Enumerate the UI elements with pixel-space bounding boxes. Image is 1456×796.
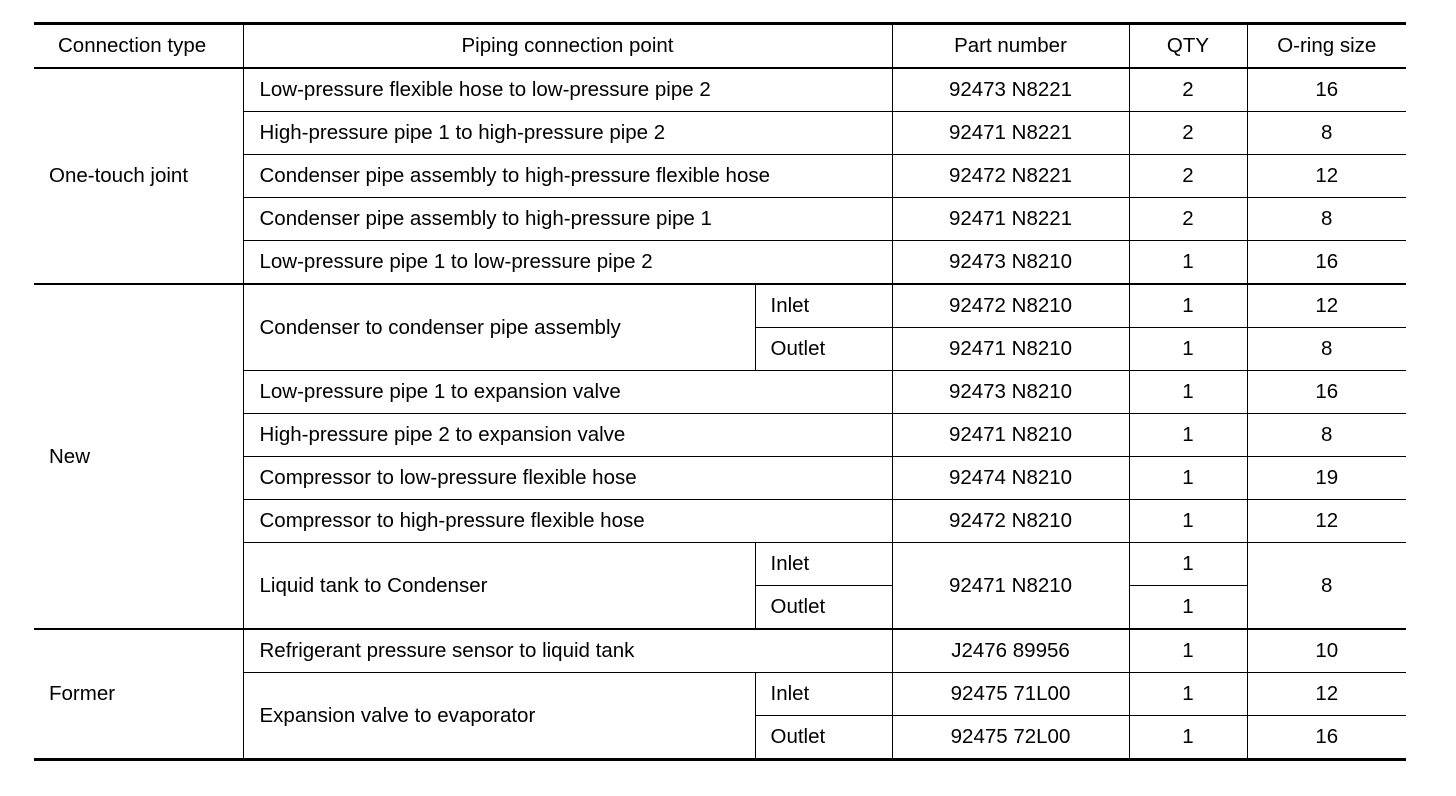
qty: 1 — [1129, 284, 1247, 328]
qty: 1 — [1129, 586, 1247, 630]
part-number: 92471 N8221 — [892, 112, 1129, 155]
piping-point: Liquid tank to Condenser — [243, 543, 755, 630]
connection-type-former: Former — [34, 629, 243, 760]
part-number: 92473 N8210 — [892, 241, 1129, 285]
qty: 2 — [1129, 198, 1247, 241]
piping-point: Refrigerant pressure sensor to liquid tank — [243, 629, 892, 673]
qty: 1 — [1129, 241, 1247, 285]
header-qty: QTY — [1129, 24, 1247, 69]
part-number: 92472 N8210 — [892, 284, 1129, 328]
oring-size: 8 — [1247, 198, 1406, 241]
part-number: 92471 N8210 — [892, 543, 1129, 630]
part-number: 92471 N8210 — [892, 328, 1129, 371]
table-row — [34, 629, 1406, 673]
part-number: J2476 89956 — [892, 629, 1129, 673]
oring-size: 12 — [1247, 284, 1406, 328]
part-number: 92471 N8221 — [892, 198, 1129, 241]
oring-size: 8 — [1247, 543, 1406, 630]
oring-size: 16 — [1247, 68, 1406, 112]
port-inlet: Inlet — [755, 543, 892, 586]
connection-type-one-touch: One-touch joint — [34, 68, 243, 284]
qty: 1 — [1129, 500, 1247, 543]
part-number: 92474 N8210 — [892, 457, 1129, 500]
qty: 1 — [1129, 371, 1247, 414]
oring-size: 12 — [1247, 500, 1406, 543]
part-number: 92471 N8210 — [892, 414, 1129, 457]
piping-point: Condenser to condenser pipe assembly — [243, 284, 755, 371]
oring-size: 16 — [1247, 371, 1406, 414]
part-number: 92472 N8210 — [892, 500, 1129, 543]
oring-size: 8 — [1247, 112, 1406, 155]
piping-point: High-pressure pipe 2 to expansion valve — [243, 414, 892, 457]
piping-point: Expansion valve to evaporator — [243, 673, 755, 760]
qty: 1 — [1129, 328, 1247, 371]
part-number: 92473 N8221 — [892, 68, 1129, 112]
oring-size: 10 — [1247, 629, 1406, 673]
port-inlet: Inlet — [755, 284, 892, 328]
part-number: 92472 N8221 — [892, 155, 1129, 198]
piping-point: Low-pressure pipe 1 to expansion valve — [243, 371, 892, 414]
qty: 1 — [1129, 457, 1247, 500]
header-row — [34, 24, 1406, 69]
oring-size: 12 — [1247, 155, 1406, 198]
port-outlet: Outlet — [755, 586, 892, 630]
piping-point: Compressor to high-pressure flexible hose — [243, 500, 892, 543]
qty: 2 — [1129, 112, 1247, 155]
oring-size: 16 — [1247, 716, 1406, 760]
piping-point: Condenser pipe assembly to high-pressure pipe 1 — [243, 198, 892, 241]
header-part-number: Part number — [892, 24, 1129, 69]
header-piping-connection-point: Piping connection point — [243, 24, 892, 69]
oring-size: 16 — [1247, 241, 1406, 285]
qty: 2 — [1129, 68, 1247, 112]
piping-point: Low-pressure flexible hose to low-pressure pipe 2 — [243, 68, 892, 112]
table-row — [34, 68, 1406, 112]
oring-size: 19 — [1247, 457, 1406, 500]
piping-point: High-pressure pipe 1 to high-pressure pipe 2 — [243, 112, 892, 155]
port-outlet: Outlet — [755, 716, 892, 760]
qty: 1 — [1129, 716, 1247, 760]
oring-size: 8 — [1247, 328, 1406, 371]
piping-point: Compressor to low-pressure flexible hose — [243, 457, 892, 500]
port-outlet: Outlet — [755, 328, 892, 371]
header-oring-size: O-ring size — [1247, 24, 1406, 69]
part-number: 92475 71L00 — [892, 673, 1129, 716]
oring-size: 12 — [1247, 673, 1406, 716]
piping-point: Low-pressure pipe 1 to low-pressure pipe 2 — [243, 241, 892, 285]
qty: 1 — [1129, 673, 1247, 716]
part-number: 92475 72L00 — [892, 716, 1129, 760]
header-connection-type: Connection type — [34, 24, 243, 69]
port-inlet: Inlet — [755, 673, 892, 716]
oring-size: 8 — [1247, 414, 1406, 457]
qty: 2 — [1129, 155, 1247, 198]
connection-type-new: New — [34, 284, 243, 629]
oring-parts-table — [34, 22, 1406, 761]
qty: 1 — [1129, 543, 1247, 586]
qty: 1 — [1129, 629, 1247, 673]
table-row — [34, 284, 1406, 328]
part-number: 92473 N8210 — [892, 371, 1129, 414]
piping-point: Condenser pipe assembly to high-pressure flexible hose — [243, 155, 892, 198]
qty: 1 — [1129, 414, 1247, 457]
